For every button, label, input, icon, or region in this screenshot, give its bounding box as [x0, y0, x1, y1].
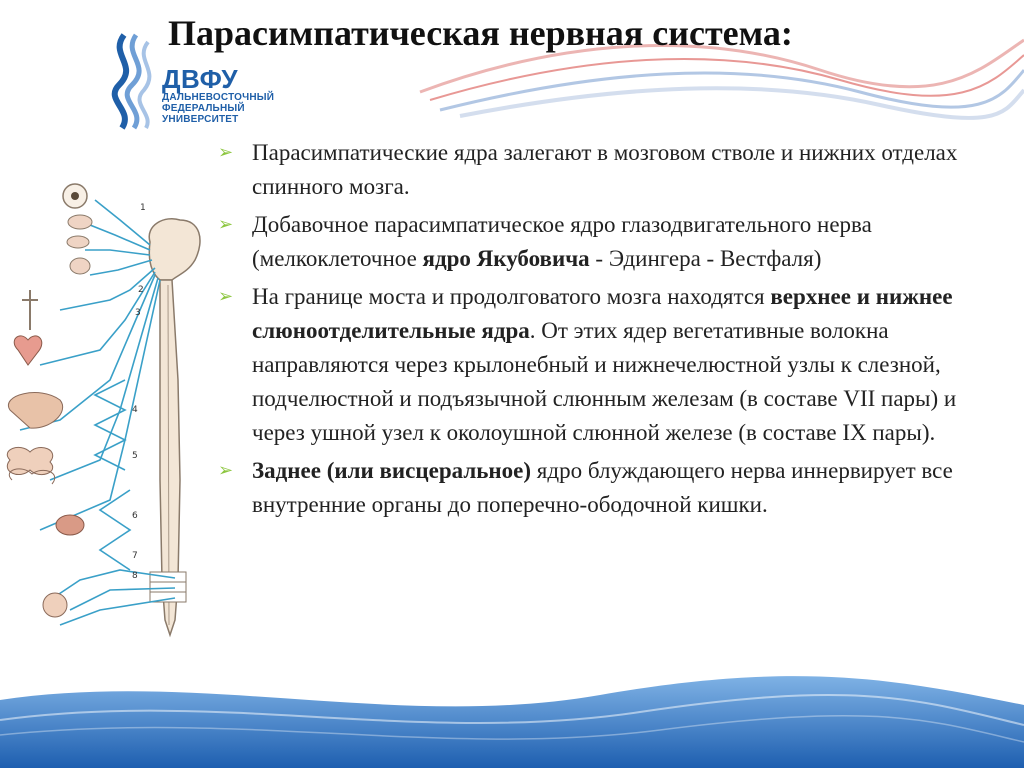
bullet-segment: Добавочное парасимпатическое ядро глазодвигательного нерва (мелкоклеточное	[252, 212, 872, 271]
bullet-item	[218, 280, 1008, 450]
brain-stem-shape	[149, 219, 200, 280]
nervous-system-diagram	[0, 180, 210, 640]
bullet-text	[252, 284, 956, 445]
logo-line-1: ДАЛЬНЕВОСТОЧНЫЙ	[162, 92, 275, 103]
bullet-item	[218, 454, 1008, 522]
bullet-segment: - Эдингера - Вестфаля)	[589, 246, 822, 271]
bullet-arrow-icon: ➢	[218, 286, 234, 307]
logo-line-2: ФЕДЕРАЛЬНЫЙ	[162, 103, 245, 114]
logo-text	[162, 66, 274, 125]
slide-title: Парасимпатическая нервная система:	[168, 13, 793, 53]
diagram-number-8: 8	[132, 571, 138, 581]
bullet-segment: ядро Якубовича	[422, 246, 590, 271]
diagram-number-1: 1	[140, 203, 146, 213]
bullet-segment: Заднее (или висцеральное)	[252, 458, 532, 483]
diagram-number-6: 6	[132, 511, 138, 521]
diagram-number-4: 4	[132, 405, 138, 415]
bullet-segment: . От этих ядер вегетативные волокна направляются через крылонебный и нижнечелюстной узлы к слезной, подчелюстной и подъязычной слюнным железам (в составе VII пары) и через ушной узел к околоушной слюнной железе (в составе IX пары).	[252, 318, 957, 445]
bullet-arrow-icon: ➢	[218, 142, 234, 163]
diagram-number-7: 7	[132, 551, 138, 561]
bullet-text	[252, 212, 872, 271]
diagram-number-3: 3	[135, 308, 141, 318]
bullet-list	[218, 136, 1008, 526]
bullet-item	[218, 208, 1008, 276]
bullet-arrow-icon: ➢	[218, 460, 234, 481]
bullet-arrow-icon: ➢	[218, 214, 234, 235]
footer-wave-decoration	[0, 650, 1024, 768]
bullet-segment: ядро блуждающего нерва иннервирует все внутренние органы до поперечно-ободочной кишки.	[252, 458, 953, 517]
bullet-segment: Парасимпатические ядра залегают в мозговом стволе и нижних отделах спинного мозга.	[252, 140, 958, 199]
diagram-number-5: 5	[132, 451, 138, 461]
bullet-segment: верхнее и нижнее слюноотделительные ядра	[252, 284, 953, 343]
bullet-text	[252, 140, 957, 199]
logo-line-3: УНИВЕРСИТЕТ	[162, 114, 239, 125]
bullet-segment: На границе моста и продолговатого мозга находятся	[252, 284, 771, 309]
logo-abbr: ДВФУ	[162, 64, 239, 94]
diagram-number-2: 2	[138, 285, 144, 295]
bullet-text	[252, 458, 953, 517]
bullet-item	[218, 136, 1008, 204]
